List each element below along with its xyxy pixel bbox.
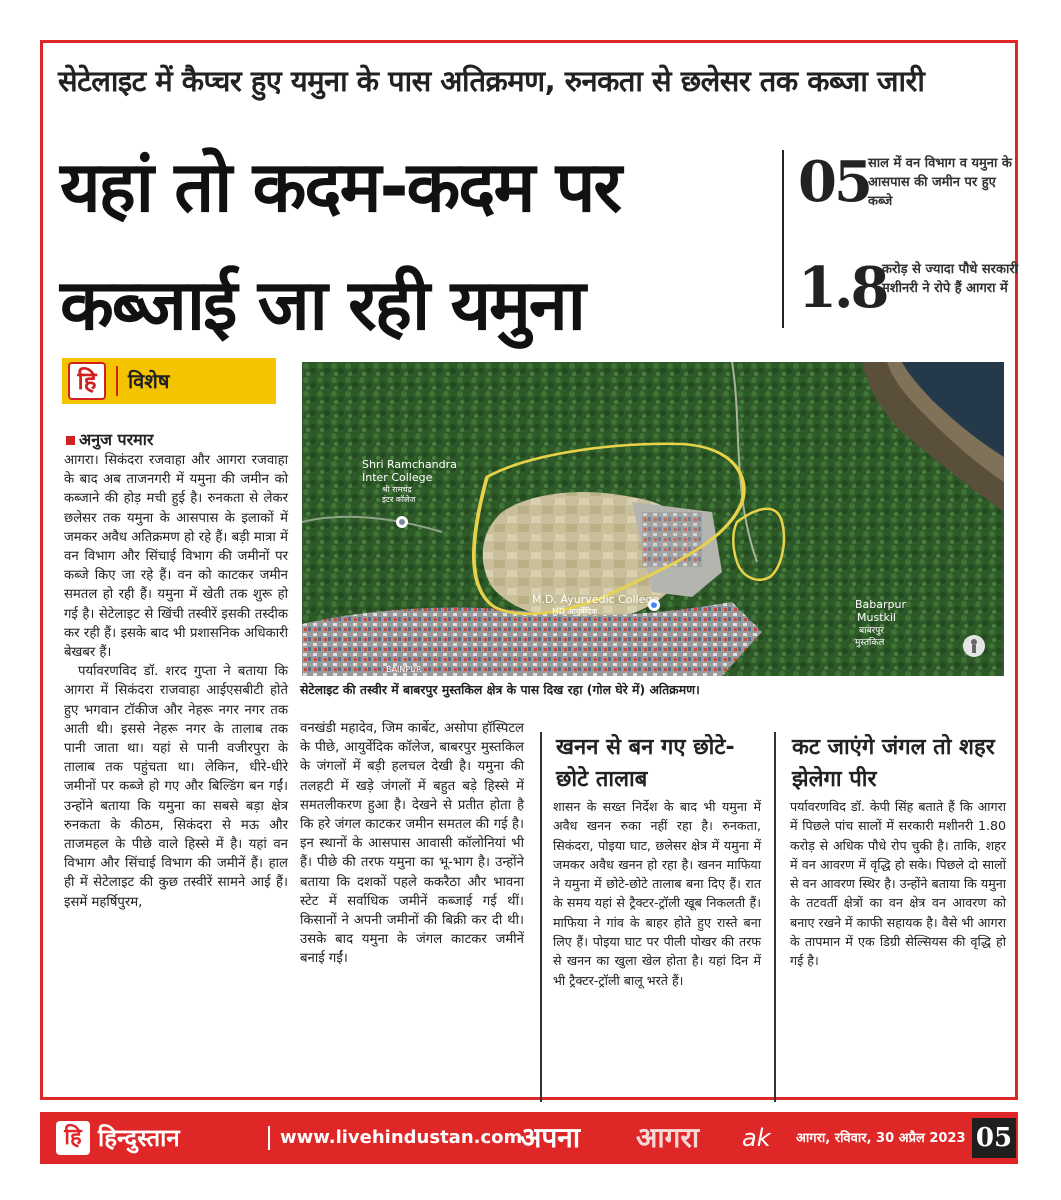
satellite-map-image: [302, 362, 1004, 676]
subheading-forest: कट जाएंगे जंगल तो शहर झेलेगा पीर: [792, 735, 995, 792]
section-tag: [62, 358, 276, 404]
author-name: अनुज परमार: [79, 430, 154, 449]
page-footer: [40, 1112, 1018, 1164]
headline-line-2: कब्जाई जा रही यमुना: [60, 264, 584, 346]
article-column-2: [300, 719, 524, 969]
map-label-ayurvedic: M.D. Ayurvedic College: [532, 593, 660, 606]
fact-number: 05: [798, 149, 870, 215]
svg-text:इंटर कॉलेज: इंटर कॉलेज: [382, 495, 416, 504]
website-link[interactable]: www.livehindustan.com: [280, 1127, 523, 1148]
headline-line-1: यहां तो कदम-कदम पर: [60, 146, 621, 228]
hindustan-logo-icon: हि: [68, 362, 106, 400]
paragraph: आगरा। सिकंदरा रजवाहा और आगरा रजवाहा के बाद अब ताजनगरी में यमुना की जमीन को कब्जाने की होड़ मची हुई है। रुनकता से लेकर छलेसर तक यमुना के आसपास के इलाकों में जमकर अवैध अतिक्रमण हो रहे हैं। बड़ी मात्रा में वन विभाग और सिंचाई विभाग की जमीनों पर कब्जे किए जा रहे हैं। वन को काटकर जमीन समतल हो रही हैं। यमुना में खेती तक शुरू हो गई है। सेटेलाइट से खिंची तस्वीरें इसकी तस्दीक कर रही हैं। इसके बाद भी प्रशासनिक अधिकारी बेखबर हैं।: [64, 453, 288, 661]
section-label: विशेष: [128, 369, 170, 393]
main-headline: [60, 128, 765, 364]
bullet-square-icon: [66, 436, 75, 445]
paragraph: पर्यावरणविद डॉ. शरद गुप्ता ने बताया कि आगरा में सिकंदरा राजवाहा आईएसबीटी होते हुए भगवान टॉकीज और नेहरू नगर नगर तक आती थी। इससे नेहरू नगर के तालाब तक पानी जाता था। यहां से पानी वजीरपुरा के तालाब तक पहुंचता था। लेकिन, धीरे-धीरे जमीनों पर कब्जे हो गए और बिल्डिंग बन गईं। उन्होंने बताया कि यमुना का सबसे बड़ा क्षेत्र रुनकता के कीठम, सिकंदरा से मऊ और ताजमहल के पीछे वाले हिस्से में है। यहां वन विभाग और सिंचाई विभाग की जमीनें हैं। हाल ही में सेटेलाइट की कुछ तस्वीरें सामने आई हैं। इसमें महर्षिपुरम,: [64, 664, 288, 910]
byline: [66, 428, 153, 450]
subheading-mining: खनन से बन गए छोटे-छोटे तालाब: [556, 735, 735, 792]
column-divider: [774, 732, 776, 1102]
map-label-bainpur: BAINPUR: [386, 665, 422, 674]
newspaper-brand: हिन्दुस्तान: [98, 1124, 180, 1152]
satellite-photo: [302, 362, 1004, 676]
column-divider: [540, 732, 542, 1102]
fact-divider: [782, 150, 784, 328]
svg-text:MD आयुर्वेदिक: MD आयुर्वेदिक: [552, 607, 598, 616]
section-tag-divider: [116, 366, 118, 396]
svg-text:Mustkil: Mustkil: [857, 611, 896, 624]
kicker-headline: सेटेलाइट में कैप्चर हुए यमुना के पास अतिक्रमण, रुनकता से छलेसर तक कब्जा जारी: [58, 64, 925, 98]
svg-text:Inter College: Inter College: [362, 471, 433, 484]
svg-text:श्री रामचंद्र: श्री रामचंद्र: [382, 485, 412, 494]
photo-caption: सेटेलाइट की तस्वीर में बाबरपुर मुस्तकिल क्षेत्र के पास दिख रहा (गोल घेरे में) अतिक्रमण।: [300, 682, 700, 697]
paragraph: वनखंडी महादेव, जिम कार्बेट, असोपा हॉस्पिटल के पीछे, आयुर्वेदिक कॉलेज, बाबरपुर मुस्तकिल के जंगलों में बड़ी हलचल देखी है। यमुना की तलहटी में खड़े जंगलों में बहुत बड़े हिस्से में समतलीकरण हुआ है। देखने से प्रतीत होता है कि हरे जंगल काटकर जमीन समतल की गई है। इन स्थानों के आसपास आवासी कॉलोनियां भी हैं। पीछे की तरफ यमुना का भू-भाग है। उन्होंने बताया कि दशकों पहले ककरैठा और भावना स्टेट में सर्वाधिक जमीनें कब्जाई गई थीं। किसानों ने अपनी जमीनों की बिक्री कर दी थी। उसके बाद यमुना के जंगल काटकर जमीनें बनाई गईं।: [300, 721, 524, 967]
fact-text: साल में वन विभाग व यमुना के आसपास की जमीन पर हुए कब्जे: [868, 156, 1012, 209]
footer-divider: [268, 1126, 270, 1150]
fact-box-2: [798, 255, 1019, 328]
page-number: 05: [972, 1118, 1016, 1158]
fact-box-1: [798, 149, 1018, 222]
edition-name-aagra: आगरा: [636, 1121, 700, 1154]
edition-date: आगरा, रविवार, 30 अप्रैल 2023: [796, 1131, 966, 1146]
article-column-1: [64, 451, 288, 912]
map-label-babarpur: Babarpur: [855, 598, 907, 611]
article-column-3: [553, 797, 761, 990]
designer-initials: ak: [742, 1124, 771, 1152]
paragraph: पर्यावरणविद डॉ. केपी सिंह बताते हैं कि आगरा में पिछले पांच सालों में सरकारी मशीनरी 1.80 करोड़ से अधिक पौधे रोप चुकी है। ताकि, शहर में वन आवरण में वृद्धि हो सके। पिछले दो सालों से वन आवरण स्थिर है। उन्होंने बताया कि यमुना के तटवर्ती क्षेत्रों का वन क्षेत्र वन आवरण को बनाए रखने में काफी सहायक है। वैसे भी आगरा के तापमान में एक डिग्री सेल्सियस की वृद्धि हो गई है।: [790, 799, 1006, 969]
fact-number: 1.8: [798, 255, 887, 321]
map-label-college: Shri Ramchandra: [362, 458, 457, 471]
svg-text:मुस्तकिल: मुस्तकिल: [855, 638, 885, 648]
article-column-4: [790, 797, 1006, 971]
edition-name-apna: अपना: [520, 1121, 581, 1154]
paragraph: शासन के सख्त निर्देश के बाद भी यमुना में अवैध खनन रुका नहीं रहा है। रुनकता, सिकंदरा, पोइया घाट, छलेसर क्षेत्र में यमुना में जमकर अवैध खनन हो रहा है। खनन माफिया ने यमुना में छोटे-छोटे तालाब बना दिए हैं। रात के समय यहां से ट्रैक्टर-ट्रॉली खूब निकलती हैं। माफिया ने गांव के बाहर होते हुए रास्ते बना लिए हैं। पोइया घाट पर पीली पोखर की तरफ से खनन का खुला खेल होता है। यहां दिन में भी ट्रैक्टर-ट्रॉली बालू भरते हैं।: [553, 799, 761, 988]
hindustan-logo-icon: हि: [56, 1121, 90, 1155]
fact-text: करोड़ से ज्यादा पौधे सरकारी मशीनरी ने रोपे हैं आगरा में: [882, 262, 1019, 296]
svg-text:बाबरपुर: बाबरपुर: [859, 626, 885, 636]
